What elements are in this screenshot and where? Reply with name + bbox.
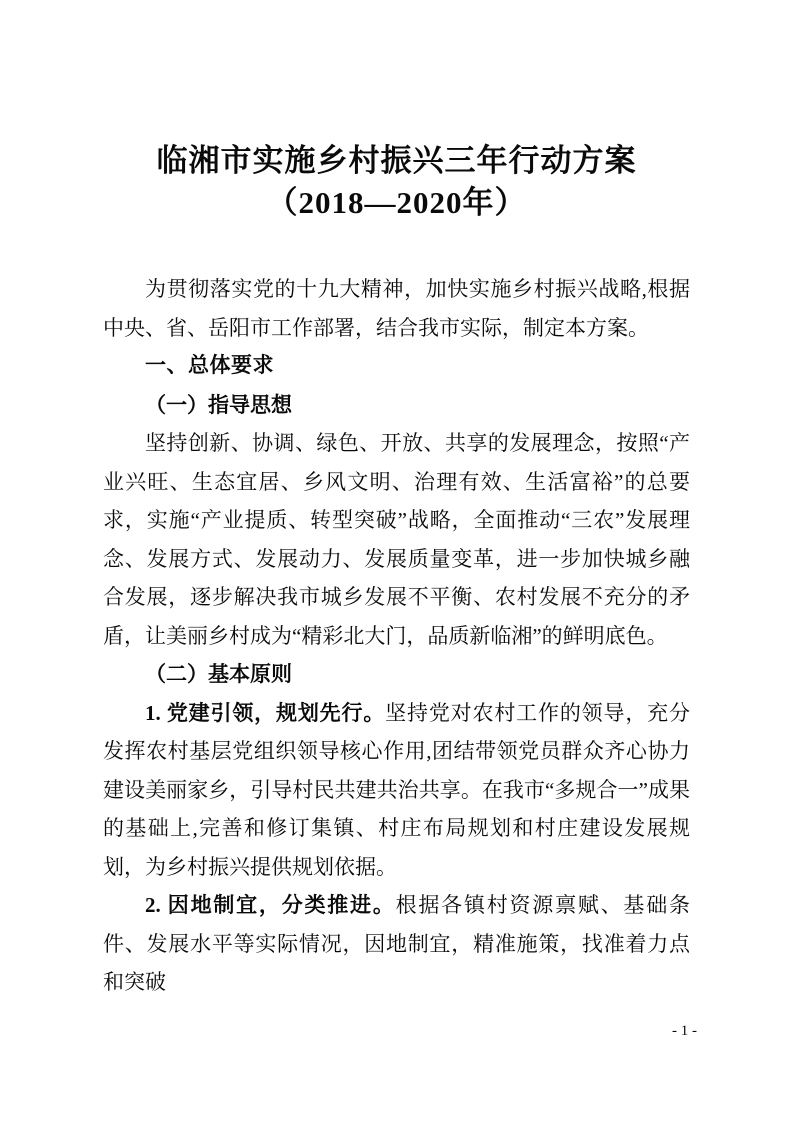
document-title-line2: （2018—2020年） [266, 185, 527, 220]
subsection-heading-basic-principles: （二）基本原则 [145, 662, 292, 686]
principle-1-lead: 1. 党建引领，规划先行。 [145, 700, 386, 725]
guiding-ideology-paragraph: 坚持创新、协调、绿色、开放、共享的发展理念，按照“产业兴旺、生态宜居、乡风文明、治理有效、生活富裕”的总要求，实施“产业提质、转型突破”战略，全面推动“三农”发展理念、发展方式、发展动力、发展质量变革，进一步加快城乡融合发展，逐步解决我市城乡发展不平衡、农村发展不充分的矛盾，让美丽乡村成为“精彩北大门，品质新临湘”的鲜明底色。 [103, 431, 690, 648]
principle-1-body: 坚持党对农村工作的领导，充分发挥农村基层党组织领导核心作用,团结带领党员群众齐心协力建设美丽家乡，引导村民共建共治共享。在我市“多规合一”成果的基础上,完善和修订集镇、村庄布局规划和村庄建设发展规划，为乡村振兴提供规划依据。 [103, 700, 691, 879]
document-content [103, 140, 690, 1002]
intro-paragraph: 为贯彻落实党的十九大精神，加快实施乡村振兴战略,根据中央、省、岳阳市工作部署，结合我市实际，制定本方案。 [103, 277, 690, 340]
subsection-heading-guiding-ideology: （一）指导思想 [145, 392, 292, 417]
document-title [103, 140, 690, 224]
section-heading-overall-requirements: 一、总体要求 [145, 354, 274, 377]
principle-item-1 [103, 694, 690, 887]
principle-2-body: 根据各镇村资源禀赋、基础条件、发展水平等实际情况，因地制宜，精准施策，找准着力点和突破 [103, 893, 690, 994]
principle-item-2 [103, 886, 690, 1002]
principle-2-lead: 2. 因地制宜，分类推进。 [145, 893, 396, 917]
document-title-line1: 临湘市实施乡村振兴三年行动方案 [156, 143, 637, 178]
page-number: - 1 - [672, 1023, 697, 1039]
document-body [103, 270, 690, 1002]
